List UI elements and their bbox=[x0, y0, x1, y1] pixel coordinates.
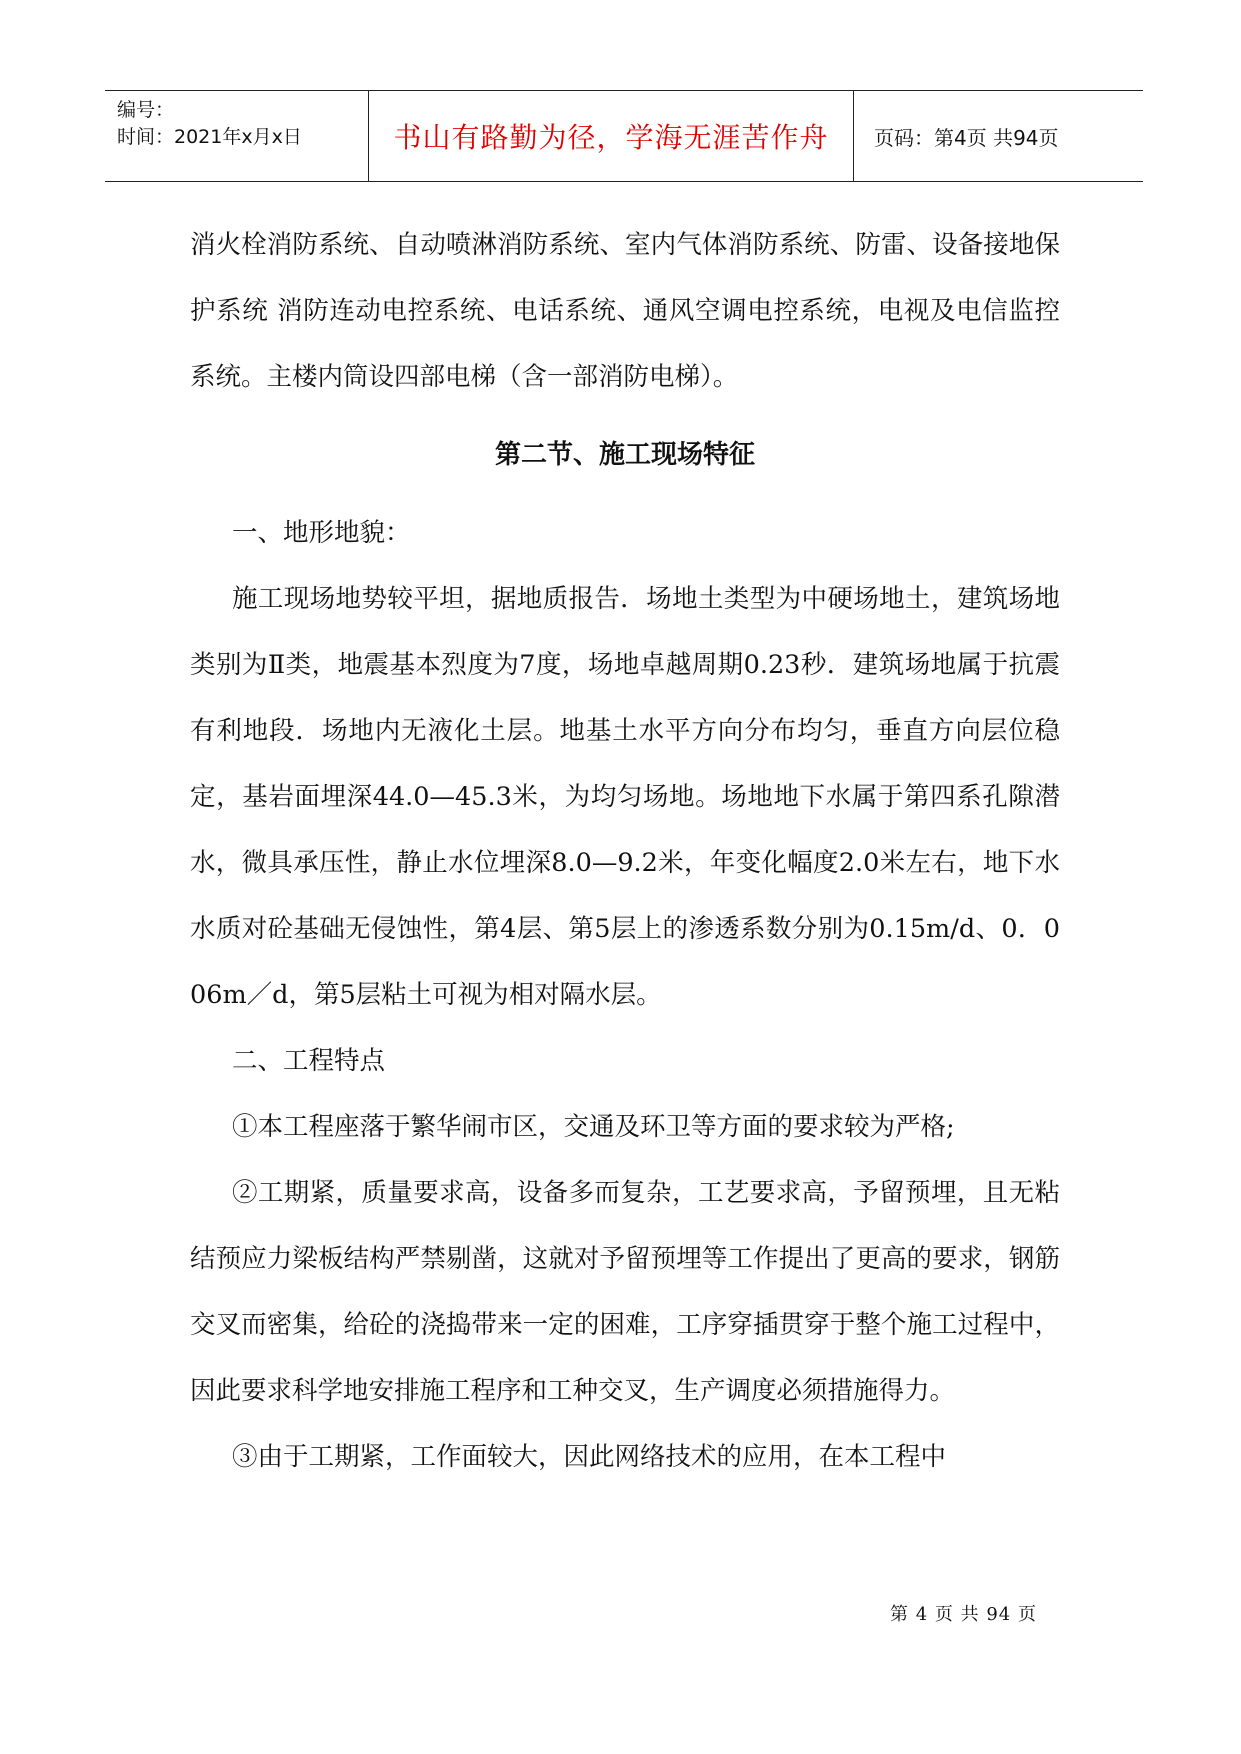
paragraph-feature-3: ③由于工期紧，工作面较大，因此网络技术的应用，在本工程中 bbox=[232, 1442, 947, 1472]
page-footer: 第 4 页 共 94 页 bbox=[890, 1604, 1037, 1625]
header-page-label: 页码：第4页 共94页 bbox=[874, 125, 1059, 150]
document-body bbox=[190, 212, 1060, 1490]
subheading-terrain: 一、地形地貌： bbox=[232, 518, 411, 548]
document-time-label: 时间：2021年x月x日 bbox=[117, 126, 302, 148]
document-number-label: 编号： bbox=[117, 99, 175, 121]
section-title: 第二节、施工现场特征 bbox=[494, 440, 755, 470]
paragraph-feature-2: ②工期紧，质量要求高，设备多而复杂，工艺要求高，予留预埋，且无粘结预应力梁板结构严禁剔凿，这就对予留预埋等工作提出了更高的要求，钢筋交叉而密集，给砼的浇捣带来一定的困难，工序穿插贯穿于整个施工过程中，因此要求科学地安排施工程序和工种交叉，生产调度必须措施得力。 bbox=[190, 1178, 1060, 1406]
header-meta-cell bbox=[105, 91, 369, 181]
page-header bbox=[105, 90, 1143, 182]
header-motto: 书山有路勤为径，学海无涯苦作舟 bbox=[369, 91, 854, 181]
subheading-features: 二、工程特点 bbox=[232, 1046, 386, 1076]
paragraph-feature-1: ①本工程座落于繁华闹市区，交通及环卫等方面的要求较为严格; bbox=[232, 1112, 955, 1142]
paragraph-terrain: 施工现场地势较平坦，据地质报告．场地土类型为中硬场地土，建筑场地类别为Ⅱ类，地震基本烈度为7度，场地卓越周期0.23秒．建筑场地属于抗震有利地段．场地内无液化土层。地基土水平方向分布均匀，垂直方向层位稳定，基岩面埋深44.0—45.3米，为均匀场地。场地地下水属于第四系孔隙潜水，微具承压性，静止水位埋深8.0—9.2米，年变化幅度2.0米左右，地下水水质对砼基础无侵蚀性，第4层、第5层上的渗透系数分别为0.15m/d、0．006m／d，第5层粘土可视为相对隔水层。 bbox=[190, 584, 1060, 1010]
paragraph-systems: 消火栓消防系统、自动喷淋消防系统、室内气体消防系统、防雷、设备接地保护系统 消防连动电控系统、电话系统、通风空调电控系统，电视及电信监控系统。主楼内筒设四部电梯（含一部消防电梯）。 bbox=[190, 230, 1060, 392]
